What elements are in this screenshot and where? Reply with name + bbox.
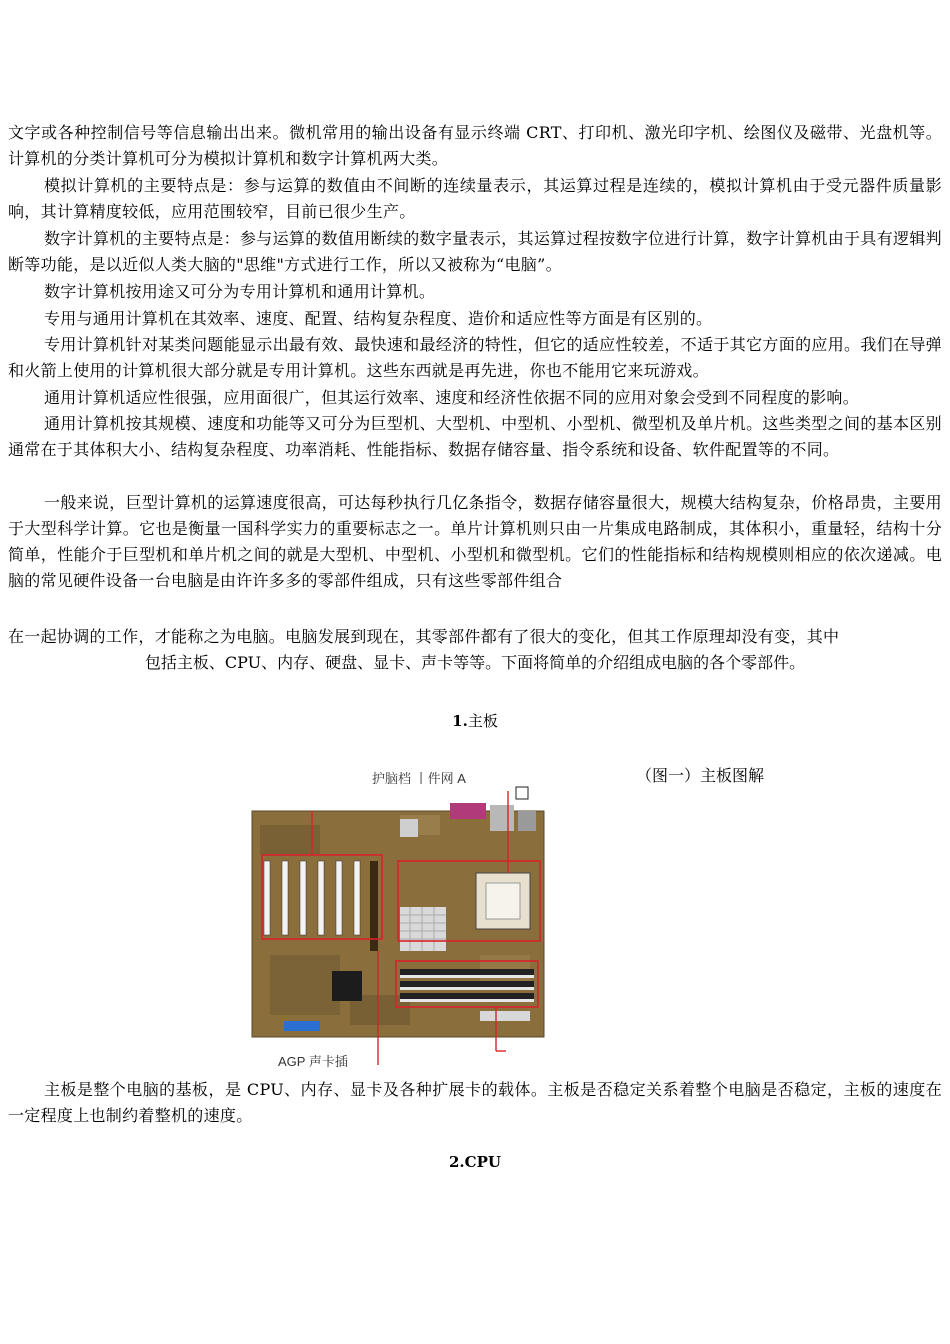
figure-label-top: 护脑档 丨件网 A <box>372 771 466 786</box>
section-heading-motherboard <box>0 710 950 731</box>
motherboard-figure <box>250 765 546 1067</box>
paragraph-motherboard: 主板是整个电脑的基板，是 CPU、内存、显卡及各种扩展卡的载体。主板是否稳定关系着整个电脑是否稳定，主板的速度在一定程度上也制约着整机的速度。 <box>8 1080 942 1125</box>
section-title: CPU <box>464 1153 501 1171</box>
section-number: 2. <box>449 1153 465 1171</box>
paragraph-supercomputer: 一般来说，巨型计算机的运算速度很高，可达每秒执行几亿条指令，数据存储容量很大，规模大结构复杂，价格昂贵，主要用于大型科学计算。它也是衡量一国科学实力的重要标志之一。单片计算机则只由一片集成电路制成，其体积小，重量轻，结构十分简单，性能介于巨型机和单片机之间的就是大型机、中型机、小型机和微型机。它们的性能指标和结构规模则相应的依次递减。电脑的常见硬件设备一台电脑是由许许多多的零部件组成，只有这些零部件组合 <box>8 493 942 590</box>
section-heading-cpu <box>0 1153 950 1171</box>
components-list-line: 包括主板、CPU、内存、硬盘、显卡、声卡等等。下面将简单的介绍组成电脑的各个零部件。 <box>144 653 806 672</box>
figure-caption: （图一）主板图解 <box>636 766 765 785</box>
motherboard-illustration <box>250 765 546 1067</box>
section-number: 1. <box>452 712 468 730</box>
paragraph-difference: 专用与通用计算机在其效率、速度、配置、结构复杂程度、造价和适应性等方面是有区别的。 <box>44 309 713 328</box>
figure-label-bottom: AGP 声卡插 <box>278 1054 348 1069</box>
paragraph-digital: 数字计算机的主要特点是：参与运算的数值用断续的数字量表示，其运算过程按数字位进行计算，数字计算机由于具有逻辑判断等功能，是以近似人类大脑的"思维"方式进行工作，所以又被称为“电脑”。 <box>8 229 942 274</box>
paragraph-general-purpose: 通用计算机适应性很强，应用面很广，但其运行效率、速度和经济性依据不同的应用对象会受到不同程度的影响。 <box>44 388 860 407</box>
section-title: 主板 <box>467 712 498 730</box>
paragraph-special-purpose: 专用计算机针对某类问题能显示出最有效、最快速和最经济的特性，但它的适应性较差，不适于其它方面的应用。我们在导弹和火箭上使用的计算机很大部分就是专用计算机。这些东西就是再先进，你也不能用它来玩游戏。 <box>8 335 942 380</box>
paragraph-analog: 模拟计算机的主要特点是：参与运算的数值由不间断的连续量表示，其运算过程是连续的，模拟计算机由于受元器件质量影响，其计算精度较低，应用范围较窄，目前已很少生产。 <box>8 176 942 221</box>
paragraph-components: 在一起协调的工作，才能称之为电脑。电脑发展到现在，其零部件都有了很大的变化，但其工作原理却没有变，其中 <box>8 627 840 646</box>
paragraph-output-devices: 文字或各种控制信号等信息输出出来。微机常用的输出设备有显示终端 CRT、打印机、激光印字机、绘图仪及磁带、光盘机等。计算机的分类计算机可分为模拟计算机和数字计算机两大类。 <box>8 123 942 168</box>
paragraph-usage: 数字计算机按用途又可分为专用计算机和通用计算机。 <box>44 282 436 301</box>
paragraph-classification: 通用计算机按其规模、速度和功能等又可分为巨型机、大型机、中型机、小型机、微型机及单片机。这些类型之间的基本区别通常在于其体积大小、结构复杂程度、功率消耗、性能指标、数据存储容量、指令系统和设备、软件配置等的不同。 <box>8 414 942 459</box>
